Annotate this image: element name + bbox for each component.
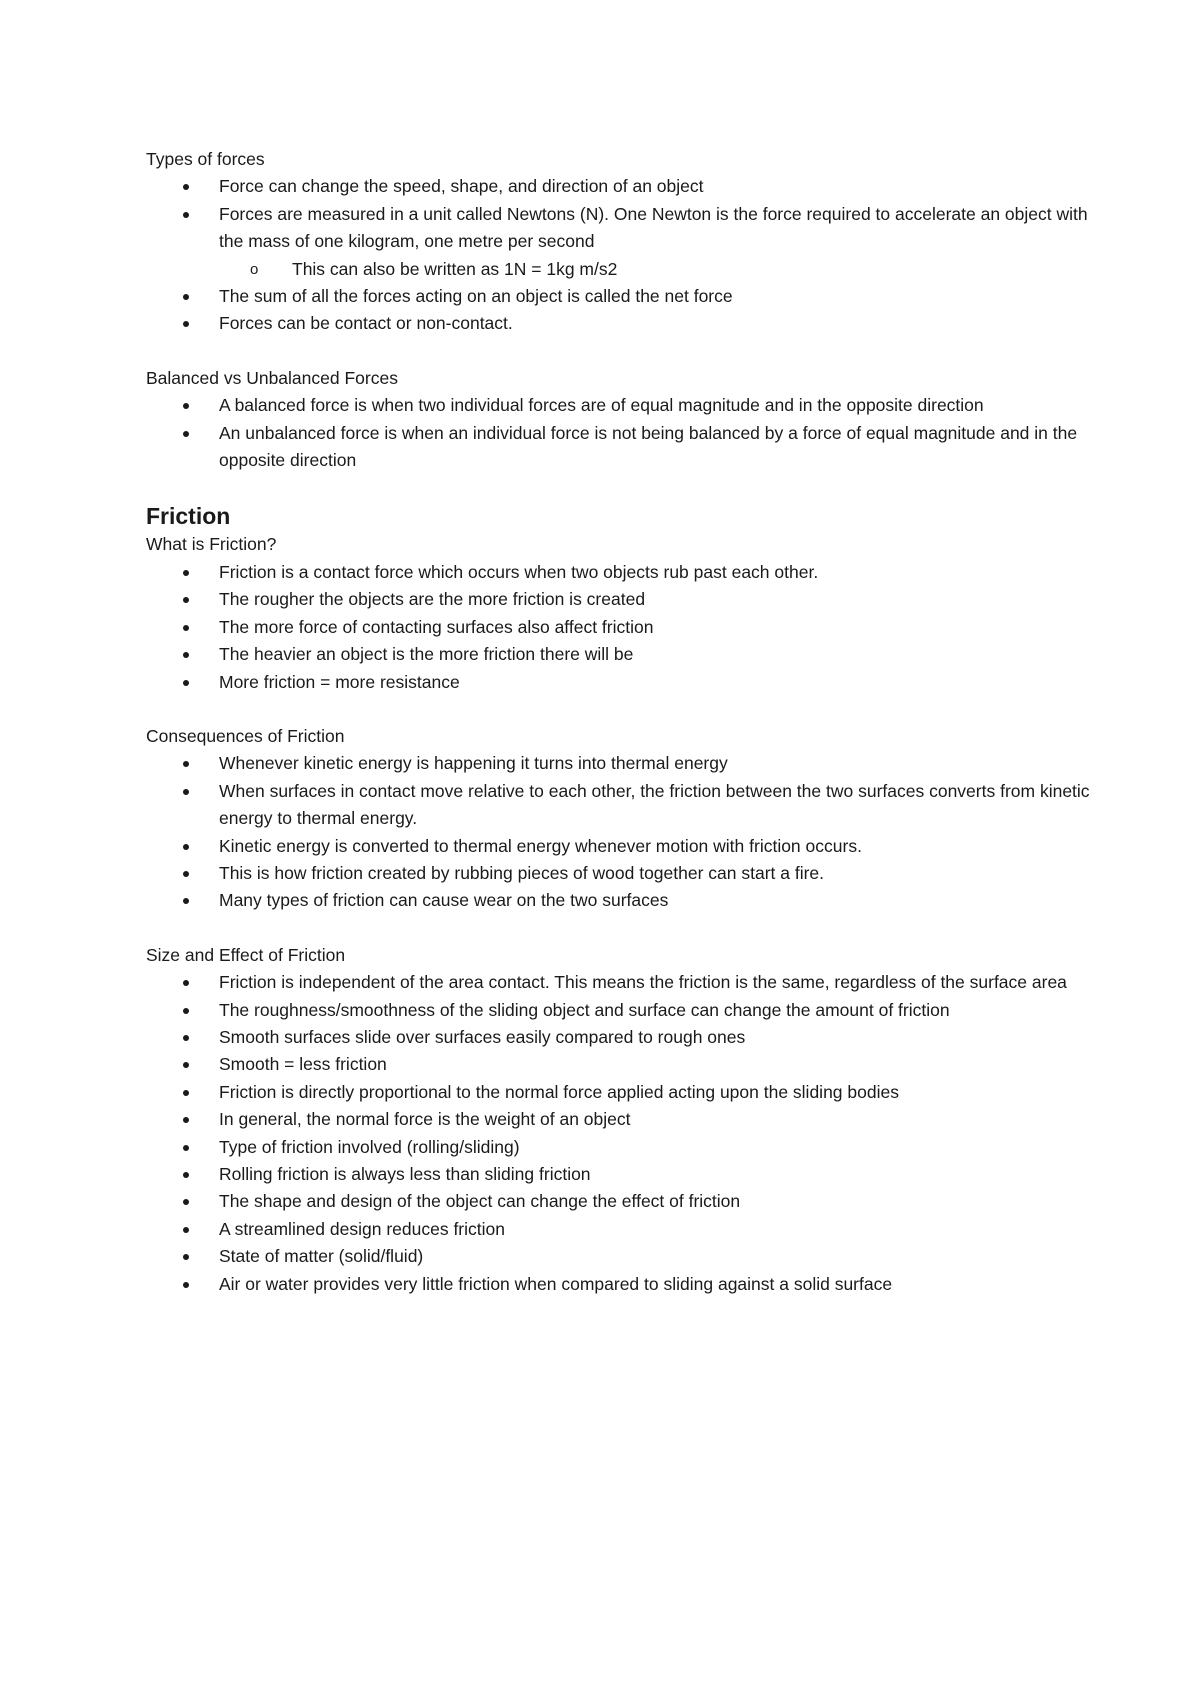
list-item-text: A balanced force is when two individual forces are of equal magnitude and in the opposite direction [219,395,984,416]
bullet-icon [183,1199,189,1205]
list-item [219,1079,1100,1106]
bullet-icon [183,570,189,576]
friction-title: Friction [146,503,231,530]
list-item [219,586,1100,613]
list-item [219,833,1100,860]
list-item-text: The roughness/smoothness of the sliding object and surface can change the amount of friction [219,999,950,1020]
section-types-of-forces [146,146,1100,338]
bullet-icon [183,1145,189,1151]
list-item [219,1271,1100,1298]
list-item [219,1161,1100,1188]
list-item [219,778,1100,833]
list-item [219,969,1100,996]
bullet-icon [183,212,189,218]
bullet-icon [183,1227,189,1233]
list-item-text: The shape and design of the object can change the effect of friction [219,1191,741,1212]
list-item [219,1216,1100,1243]
bullet-icon [183,1035,189,1041]
section-what-is-friction [146,531,1100,695]
list-item-text: Air or water provides very little friction when compared to sliding against a solid surface [219,1273,893,1294]
list-item-text: Friction is directly proportional to the normal force applied acting upon the sliding bodies [219,1081,899,1102]
section-heading: Size and Effect of Friction [146,944,346,965]
list-item [219,614,1100,641]
list-item-text: Kinetic energy is converted to thermal energy whenever motion with friction occurs. [219,835,862,856]
bullet-icon [183,1254,189,1260]
list-item-text: Force can change the speed, shape, and direction of an object [219,176,704,197]
list-item [219,887,1100,914]
bullet-icon [183,1090,189,1096]
list-item-text: An unbalanced force is when an individual force is not being balanced by a force of equal magnitude and in the opposite direction [219,422,1078,471]
bullet-icon [183,1282,189,1288]
bullet-icon [183,844,189,850]
section-size-and-effect [146,942,1100,1298]
list-item-text: More friction = more resistance [219,671,460,692]
list-item [219,420,1100,475]
list-item-text: Whenever kinetic energy is happening it turns into thermal energy [219,753,728,774]
list-item-text: Friction is independent of the area contact. This means the friction is the same, regardless of the surface area [219,972,1067,993]
bullet-icon [183,680,189,686]
sub-list-item-text: This can also be written as 1N = 1kg m/s2 [292,258,618,279]
section-heading: Consequences of Friction [146,725,345,746]
bullet-icon [183,597,189,603]
list-item [219,283,1100,310]
bullet-icon [183,294,189,300]
list-item [219,669,1100,696]
section-heading: What is Friction? [146,534,277,555]
list-item-text: Forces can be contact or non-contact. [219,313,513,334]
list-item-text: A streamlined design reduces friction [219,1218,505,1239]
list-item-text: Rolling friction is always less than sliding friction [219,1164,591,1184]
list-item [219,310,1100,337]
list-item-text: When surfaces in contact move relative to each other, the friction between the two surfaces converts from kinetic energy to thermal energy. [219,780,1090,829]
list-item [219,173,1100,200]
list-item [219,1188,1100,1215]
list-item [219,201,1100,283]
list-item-text: Friction is a contact force which occurs when two objects rub past each other. [219,561,819,582]
list-item [219,559,1100,586]
bullet-list [146,173,1100,337]
list-item-text: Forces are measured in a unit called Newtons (N). One Newton is the force required to accelerate an object with the mass of one kilogram, one metre per second [219,203,1088,252]
list-item-text: Smooth surfaces slide over surfaces easily compared to rough ones [219,1026,746,1047]
section-heading: Types of forces [146,149,265,169]
sub-bullet-icon: o [250,260,259,278]
bullet-icon [183,789,189,795]
list-item [219,1051,1100,1078]
list-item [219,860,1100,887]
list-item-text: State of matter (solid/fluid) [219,1246,424,1267]
bullet-icon [183,652,189,658]
list-item [219,750,1100,777]
bullet-icon [183,1117,189,1123]
bullet-icon [183,761,189,767]
bullet-list [146,559,1100,696]
list-item-text: The rougher the objects are the more friction is created [219,589,646,610]
bullet-icon [183,1172,189,1178]
bullet-icon [183,980,189,986]
bullet-icon [183,403,189,409]
bullet-icon [183,1062,189,1068]
list-item [219,1134,1100,1161]
bullet-list [146,392,1100,474]
list-item-text: This is how friction created by rubbing pieces of wood together can start a fire. [219,862,825,883]
bullet-icon [183,184,189,190]
bullet-icon [183,871,189,877]
list-item [219,1243,1100,1270]
list-item [219,641,1100,668]
section-balanced-unbalanced [146,365,1100,475]
sub-bullet-list [219,256,1100,283]
bullet-icon [183,625,189,631]
section-heading: Balanced vs Unbalanced Forces [146,367,398,388]
bullet-icon [183,1008,189,1014]
list-item [219,392,1100,419]
sub-list-item [250,256,1100,283]
list-item-text: Type of friction involved (rolling/sliding) [219,1136,520,1157]
list-item-text: The heavier an object is the more friction there will be [219,644,634,665]
list-item-text: The more force of contacting surfaces also affect friction [219,616,654,637]
bullet-icon [183,321,189,327]
list-item-text: Smooth = less friction [219,1054,387,1075]
bullet-icon [183,898,189,904]
list-item [219,997,1100,1024]
bullet-list [146,969,1100,1298]
bullet-list [146,750,1100,914]
list-item-text: In general, the normal force is the weight of an object [219,1109,631,1130]
bullet-icon [183,431,189,437]
list-item-text: The sum of all the forces acting on an object is called the net force [219,286,733,307]
list-item [219,1024,1100,1051]
section-consequences-of-friction [146,723,1100,915]
list-item [219,1106,1100,1133]
list-item-text: Many types of friction can cause wear on the two surfaces [219,890,669,911]
